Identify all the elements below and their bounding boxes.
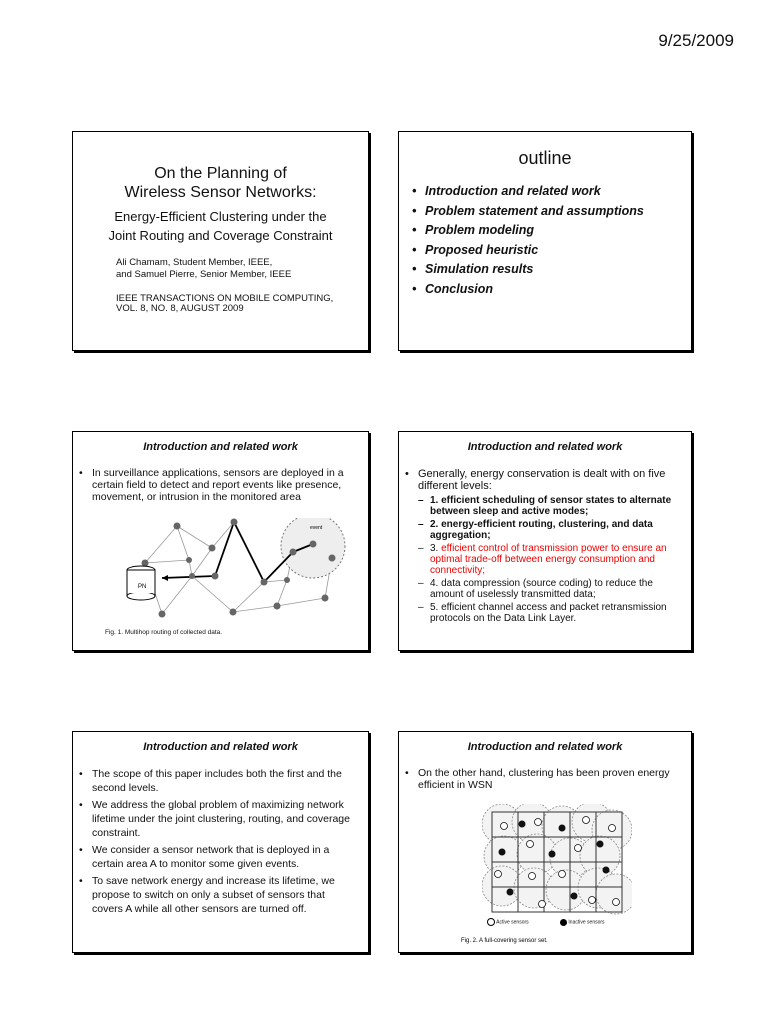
multihop-routing-figure: [117, 518, 357, 638]
bullet-item: • We address the global problem of maximizing network lifetime under the joint clustering, routing, and coverage constraint.: [73, 798, 356, 840]
slide-intro-3: [72, 731, 369, 953]
slide-heading: Introduction and related work: [143, 441, 298, 453]
base-station-icon: [127, 566, 155, 600]
bullet-item: • In surveillance applications, sensors are deployed in a certain field to detect and report events like presence, movement, or intrusion in the monitored area: [73, 467, 354, 503]
outline-item: • Problem modeling: [406, 221, 644, 241]
slide-subtitle-line2: Joint Routing and Coverage Constraint: [108, 228, 333, 243]
bullet-item: • To save network energy and increase its lifetime, we propose to switch on only a subset of sensors that covers A while all other sensors are turned off.: [73, 874, 356, 916]
legend-active-label: Active sensors: [496, 919, 529, 926]
bullet-list: [73, 467, 368, 503]
slide-heading: Introduction and related work: [467, 741, 623, 753]
sub-item: – 5. efficient channel access and packet retransmission protocols on the Data Link Layer.: [418, 602, 681, 624]
clustering-figure: [482, 804, 632, 924]
sub-item-prefix: 3.: [430, 543, 442, 554]
slide-title: [72, 131, 369, 351]
bs-label: PN: [138, 584, 147, 590]
slide-intro-4: [398, 731, 692, 953]
bullet-item: • Generally, energy conservation is dealt with on five different levels:: [399, 468, 681, 492]
sub-item-highlight: efficient control of transmission power to ensure an optimal trade-off between energy consumption and connectivity;: [430, 543, 667, 576]
outline-item: • Introduction and related work: [406, 182, 644, 202]
slide-intro-2: [398, 431, 692, 651]
figure-legend: [487, 918, 605, 926]
legend-inactive-label: Inactive sensors: [568, 919, 605, 926]
figure-caption: Fig. 1. Multihop routing of collected data.: [105, 629, 223, 636]
sub-item: [418, 543, 681, 576]
journal-line1: IEEE TRANSACTIONS ON MOBILE COMPUTING,: [116, 293, 334, 304]
authors-line2: and Samuel Pierre, Senior Member, IEEE: [116, 269, 292, 280]
outline-list: [406, 182, 644, 299]
figure-caption: Fig. 2. A full-covering sensor set.: [461, 938, 548, 944]
sub-item: – 1. efficient scheduling of sensor states to alternate between sleep and active modes;: [418, 495, 681, 517]
sub-item: – 2. energy-efficient routing, clustering, and data aggregation;: [418, 519, 681, 541]
bullet-item: • We consider a sensor network that is deployed in a certain area A to monitor some given events.: [73, 843, 356, 871]
page-date: 9/25/2009: [658, 31, 734, 50]
bullet-item: • On the other hand, clustering has been proven energy efficient in WSN: [399, 767, 679, 791]
outline-item: • Conclusion: [406, 280, 644, 300]
journal-line2: VOL. 8, NO. 8, AUGUST 2009: [116, 303, 244, 314]
sub-list: [418, 495, 691, 624]
bullet-list: [399, 767, 691, 791]
slide-subtitle-line1: Energy-Efficient Clustering under the: [114, 209, 327, 224]
bullet-list: [399, 468, 691, 492]
outline-item: • Simulation results: [406, 260, 644, 280]
sub-item: – 4. data compression (source coding) to reduce the amount of uselessly transmitted data;: [418, 578, 681, 600]
slide-title-line2: Wireless Sensor Networks:: [124, 184, 317, 201]
slide-intro-1: [72, 431, 369, 651]
slide-heading: Introduction and related work: [467, 441, 623, 453]
bullet-item: • The scope of this paper includes both the first and the second levels.: [73, 767, 356, 795]
outline-heading: outline: [518, 148, 572, 168]
authors-line1: Ali Chamam, Student Member, IEEE,: [116, 257, 273, 268]
slide-outline: [398, 131, 692, 351]
slide-title-line1: On the Planning of: [154, 165, 287, 182]
outline-item: • Problem statement and assumptions: [406, 202, 644, 222]
inactive-sensor-icon: [560, 919, 567, 926]
slide-heading: Introduction and related work: [143, 741, 298, 753]
bullet-list: [73, 767, 368, 916]
active-sensor-icon: [487, 918, 495, 926]
event-label: event: [310, 525, 323, 531]
outline-item: • Proposed heuristic: [406, 241, 644, 261]
